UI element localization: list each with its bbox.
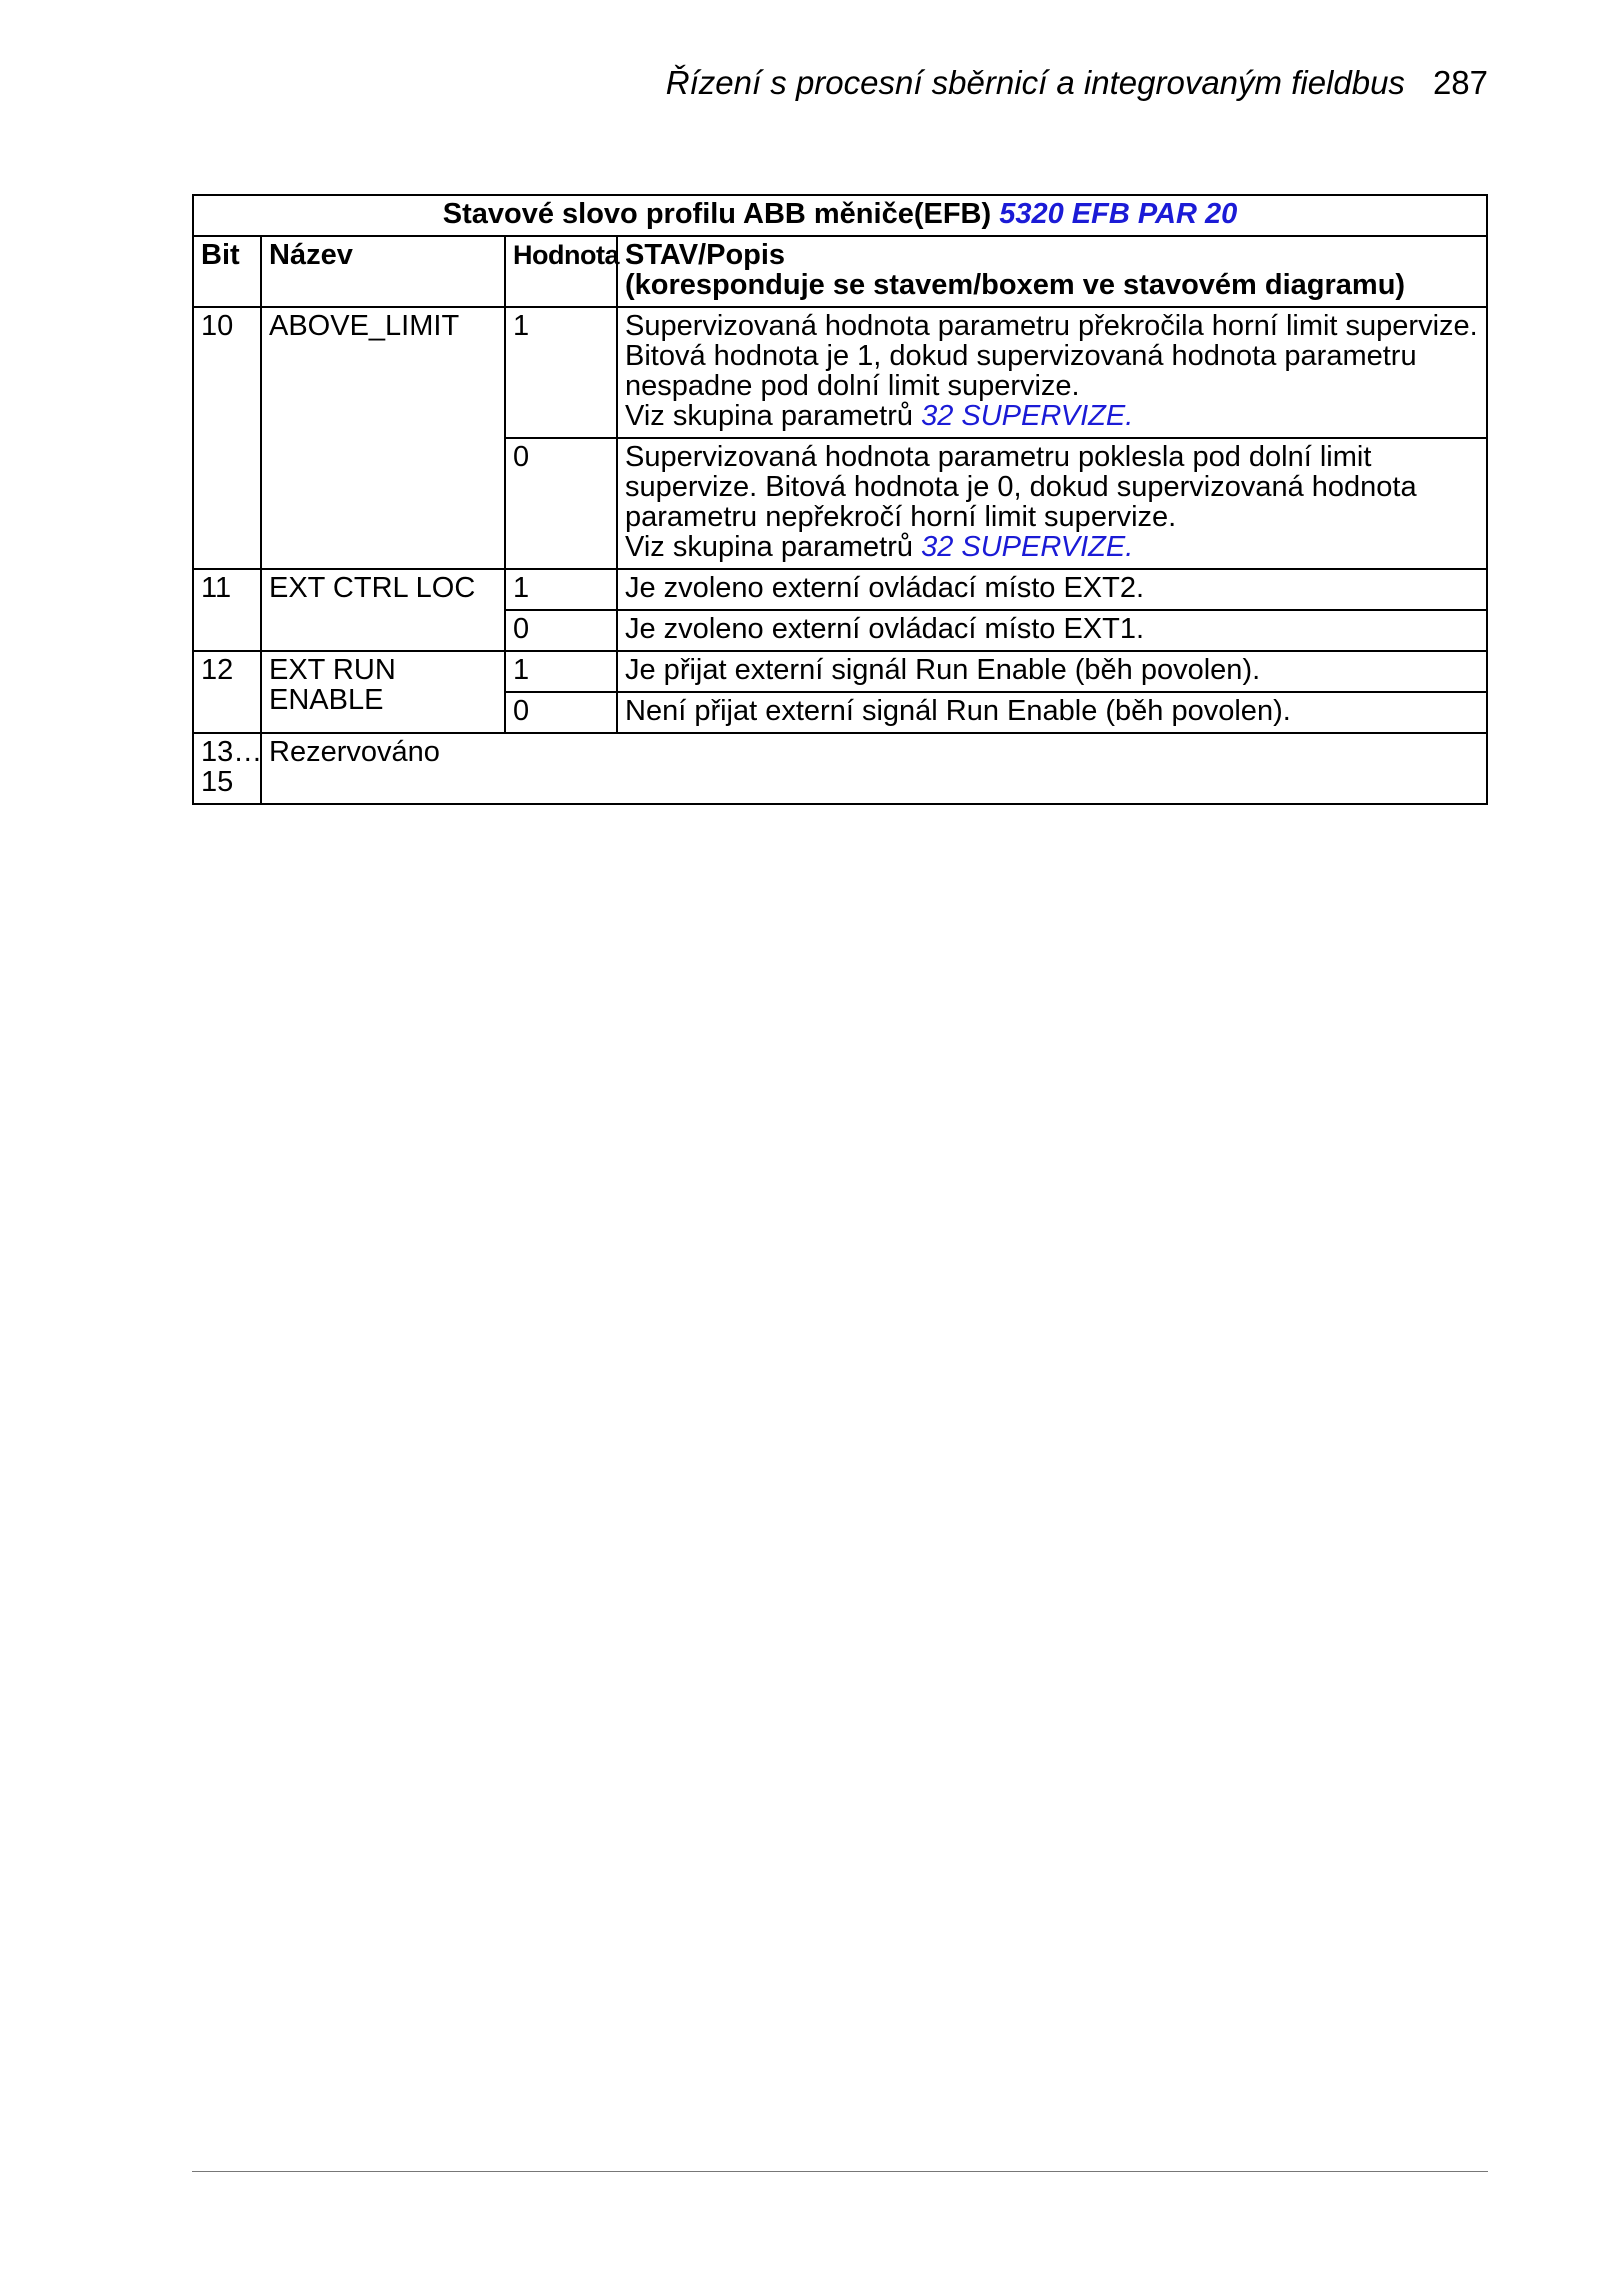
name-cell: Rezervováno bbox=[261, 733, 1487, 804]
table-header-row bbox=[193, 236, 1487, 307]
see-also-text: Viz skupina parametrů bbox=[625, 400, 914, 432]
see-also-suffix: . bbox=[1125, 400, 1134, 432]
table-row bbox=[193, 651, 1487, 692]
see-also-link[interactable]: 32 SUPERVIZE bbox=[921, 531, 1126, 563]
bit-cell bbox=[193, 733, 261, 804]
value-cell: 0 bbox=[505, 438, 617, 569]
table-row bbox=[193, 569, 1487, 610]
column-header-state bbox=[617, 236, 1487, 307]
running-header bbox=[666, 64, 1488, 102]
chapter-title: Řízení s procesní sběrnicí a integrovaným fieldbus bbox=[665, 64, 1405, 101]
table-row bbox=[193, 733, 1487, 804]
footer-divider bbox=[192, 2171, 1488, 2172]
column-header-state-title: STAV/Popis bbox=[625, 239, 786, 271]
name-cell: EXT CTRL LOC bbox=[261, 569, 505, 651]
bit-cell: 11 bbox=[193, 569, 261, 651]
column-header-bit: Bit bbox=[193, 236, 261, 307]
description-cell bbox=[617, 438, 1487, 569]
table-title-row bbox=[193, 195, 1487, 236]
bit-cell: 12 bbox=[193, 651, 261, 733]
value-cell: 1 bbox=[505, 651, 617, 692]
bit-line: 15 bbox=[201, 766, 234, 798]
name-line: ENABLE bbox=[269, 684, 384, 716]
status-word-table bbox=[192, 194, 1488, 805]
value-cell: 0 bbox=[505, 692, 617, 733]
description-cell: Není přijat externí signál Run Enable (běh povolen). bbox=[617, 692, 1487, 733]
table-row bbox=[193, 307, 1487, 438]
description-cell bbox=[617, 307, 1487, 438]
description-text: Supervizovaná hodnota parametru překročila horní limit supervize. Bitová hodnota je 1, dokud supervizovaná hodnota parametru nespadne pod dolní limit supervize. bbox=[625, 310, 1478, 402]
column-header-value: Hodnota bbox=[505, 236, 617, 307]
value-cell: 1 bbox=[505, 569, 617, 610]
description-text: Supervizovaná hodnota parametru poklesla pod dolní limit supervize. Bitová hodnota je 0, dokud supervizovaná hodnota parametru nepřekročí horní limit supervize. bbox=[625, 441, 1417, 533]
value-cell: 1 bbox=[505, 307, 617, 438]
name-cell: ABOVE_LIMIT bbox=[261, 307, 505, 569]
bit-cell: 10 bbox=[193, 307, 261, 569]
description-cell: Je zvoleno externí ovládací místo EXT1. bbox=[617, 610, 1487, 651]
column-header-name: Název bbox=[261, 236, 505, 307]
description-cell: Je zvoleno externí ovládací místo EXT2. bbox=[617, 569, 1487, 610]
see-also-link[interactable]: 32 SUPERVIZE bbox=[921, 400, 1126, 432]
name-cell bbox=[261, 651, 505, 733]
table-title bbox=[193, 195, 1487, 236]
see-also-text: Viz skupina parametrů bbox=[625, 531, 914, 563]
name-line: EXT RUN bbox=[269, 654, 396, 686]
column-header-state-note: (koresponduje se stavem/boxem ve stavovém diagramu) bbox=[625, 269, 1406, 301]
table-title-text: Stavové slovo profilu ABB měniče(EFB) bbox=[442, 198, 992, 230]
bit-line: 13… bbox=[201, 736, 263, 768]
table-title-link[interactable]: 5320 EFB PAR 20 bbox=[999, 198, 1238, 230]
value-cell: 0 bbox=[505, 610, 617, 651]
page-number: 287 bbox=[1432, 64, 1488, 101]
description-cell: Je přijat externí signál Run Enable (běh povolen). bbox=[617, 651, 1487, 692]
see-also-suffix: . bbox=[1125, 531, 1134, 563]
